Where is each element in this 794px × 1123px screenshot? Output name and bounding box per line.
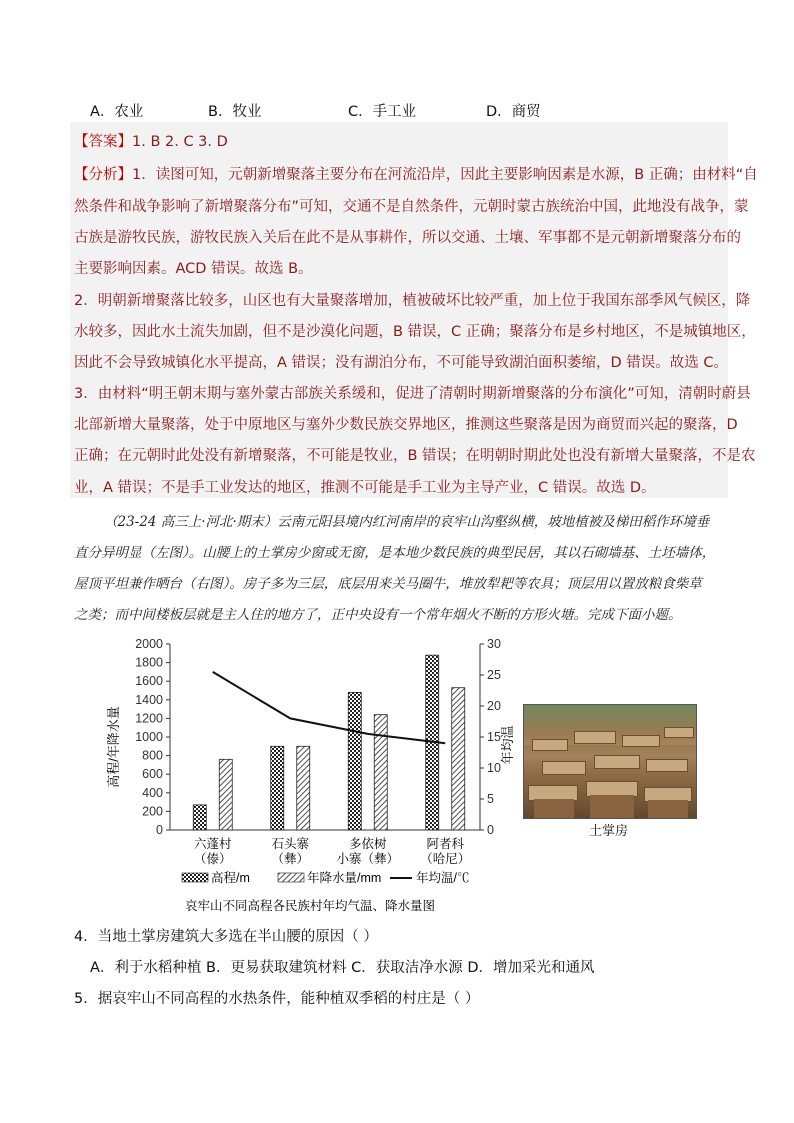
legend-label: 高程/m	[211, 871, 250, 885]
y-tick-label: 1200	[135, 711, 163, 726]
x-tick-label: （傣）	[193, 852, 232, 866]
answer-label: 【答案】	[74, 134, 132, 150]
analysis-line-5: 2．明朝新增聚落比较多，山区也有大量聚落增加，植被破坏比较严重，加上位于我国东部季风气候区，降	[74, 293, 751, 309]
temperature-line	[213, 672, 446, 743]
y-tick-label: 2000	[135, 637, 163, 651]
x-tick-label: 多依树	[348, 837, 387, 851]
analysis-line-10: 正确；在元朝时此处没有新增聚落，不可能是牧业，B 错误；在明朝时期此处也没有新增大量聚落，不是农	[74, 448, 756, 464]
stem-line-4: 之类；而中间楼板层就是主人住的地方了，正中央设有一个常年烟火不断的方形火塘。完成下面小题。	[74, 607, 682, 623]
analysis-line-3: 古族是游牧民族，游牧民族入关后在此不是从事耕作，所以交通、土壤、军事都不是元朝新增聚落分布的	[74, 230, 741, 246]
x-tick-label: 石头寨	[271, 837, 310, 851]
y2-tick-label: 0	[487, 823, 494, 837]
y2-tick-label: 5	[487, 792, 494, 806]
y-tick-label: 0	[156, 823, 163, 837]
y2-tick-label: 20	[487, 699, 501, 713]
elevation-bar	[193, 805, 206, 830]
option-d: D．商贸	[486, 104, 541, 120]
option-a: A．农业	[90, 104, 144, 120]
x-tick-label: 六蓬村	[193, 837, 232, 851]
analysis-line-8: 3．由材料“明王朝末期与塞外蒙古部族关系缓和，促进了清朝时期新增聚落的分布演化”可知，清朝时蔚县	[74, 386, 751, 402]
y2-axis-label: 年均温	[500, 725, 515, 765]
analysis-line-1: 【分析】1．读图可知，元朝新增聚落主要分布在河流沿岸，因此主要影响因素是水源，B 正确；由材料“自	[74, 167, 758, 183]
y-tick-label: 800	[142, 748, 163, 763]
y-tick-label: 1400	[135, 692, 163, 707]
x-tick-label: （哈尼）	[420, 852, 471, 866]
stem-line-2: 直分异明显（左图）。山腰上的土掌房少窗或无窗，是本地少数民族的典型民居，其以石砌墙基、土坯墙体，	[74, 545, 716, 561]
option-b: B．牧业	[208, 104, 262, 120]
answer-line	[74, 130, 228, 151]
precipitation-bar	[374, 715, 387, 830]
y-tick-label: 200	[142, 804, 163, 819]
photo-caption: 土掌房	[589, 824, 629, 839]
analysis-line-4: 主要影响因素。ACD 错误。故选 B。	[74, 261, 313, 277]
elevation-bar	[348, 692, 361, 830]
analysis-line-7: 因此不会导致城镇化水平提高，A 错误；没有湖泊分布，不可能导致湖泊面积萎缩，D 错误。故选 C。	[74, 355, 729, 371]
stem-line-1: （23-24 高三上·河北·期末）云南元阳县境内红河南岸的哀牢山沟壑纵横，坡地植被及梯田稻作环境垂	[104, 514, 710, 530]
climate-elevation-chart	[100, 628, 520, 918]
y2-tick-label: 25	[487, 668, 501, 682]
question-5: 5．据哀牢山不同高程的水热条件，能种植双季稻的村庄是（ ）	[74, 991, 480, 1007]
stem-line-3: 屋顶平坦兼作晒台（右图）。房子多为三层，底层用来关马圈牛，堆放犁耙等农具；顶层用以置放粮食柴草	[74, 576, 702, 592]
y-tick-label: 400	[142, 785, 163, 800]
elevation-bar	[271, 746, 284, 830]
legend-label: 年均温/℃	[416, 871, 470, 885]
analysis-line-6: 水较多，因此水土流失加剧，但不是沙漠化问题，B 错误，C 正确；聚落分布是乡村地区，不是城镇地区，	[74, 324, 756, 340]
analysis-label: 【分析】	[74, 167, 132, 183]
y-tick-label: 600	[142, 767, 163, 782]
y2-tick-label: 10	[487, 761, 501, 775]
precipitation-bar	[452, 688, 465, 830]
earth-house-photo	[523, 704, 697, 819]
precipitation-bar	[219, 759, 232, 830]
legend-swatch-precipitation	[278, 873, 304, 882]
y2-tick-label: 30	[487, 637, 501, 651]
precipitation-bar	[297, 746, 310, 830]
answer-text: 1. B 2. C 3. D	[132, 134, 228, 150]
y-tick-label: 1000	[135, 730, 163, 744]
option-c: C．手工业	[348, 104, 417, 120]
x-tick-label: 小寨（彝）	[336, 852, 400, 866]
y-tick-label: 1600	[135, 674, 163, 689]
analysis-line-9: 北部新增大量聚落，处于中原地区与塞外少数民族交界地区，推测这些聚落是因为商贸而兴起的聚落，D	[74, 417, 738, 433]
question-4: 4．当地土掌房建筑大多选在半山腰的原因（ ）	[74, 929, 378, 945]
analysis-line-2: 然条件和战争影响了新增聚落分布”可知，交通不是自然条件，元朝时蒙古族统治中国，此地没有战争，蒙	[74, 199, 749, 215]
analysis-line-11: 业，A 错误；不是手工业发达的地区，推测不可能是手工业为主导产业，C 错误。故选 D。	[74, 480, 656, 496]
y-axis-label: 高程/年降水量	[106, 706, 121, 788]
legend-label: 年降水量/mm	[307, 871, 382, 885]
x-tick-label: （彝）	[271, 852, 310, 866]
y2-tick-label: 15	[487, 730, 501, 744]
chart-title: 哀牢山不同高程各民族村年均气温、降水量图	[184, 899, 436, 913]
legend-swatch-elevation	[182, 873, 208, 882]
question-4-options: A．利于水稻种植 B．更易获取建筑材料 C．获取洁净水源 D．增加采光和通风	[90, 960, 595, 976]
x-tick-label: 阿者科	[426, 837, 465, 851]
y-tick-label: 1800	[135, 655, 163, 670]
